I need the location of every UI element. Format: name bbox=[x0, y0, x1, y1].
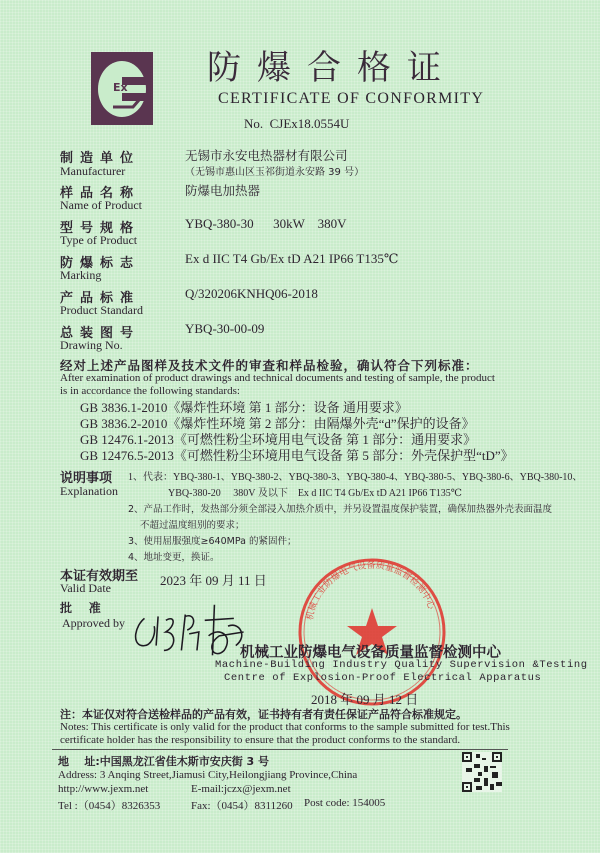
fax: Fax:（0454）8311260 bbox=[191, 800, 293, 812]
email-link[interactable]: E-mail:jczx@jexm.net bbox=[191, 783, 291, 795]
standard-item: GB 3836.2-2010《爆炸性环境 第 2 部分：由隔爆外壳“d”保护的设备》 bbox=[80, 416, 475, 431]
title-en: CERTIFICATE OF CONFORMITY bbox=[218, 90, 485, 107]
manufacturer-address: （无锡市惠山区玉祁街道永安路 39 号） bbox=[185, 167, 365, 178]
field-label-cn: 产品标准 bbox=[60, 291, 141, 306]
standard-item: GB 3836.1-2010《爆炸性环境 第 1 部分：设备 通用要求》 bbox=[80, 400, 408, 415]
title-cn: 防爆合格证 bbox=[207, 48, 457, 88]
statement-en-1: After examination of product drawings and technical documents and testing of sample, the product bbox=[60, 372, 495, 384]
valid-date-label-en: Valid Date bbox=[60, 581, 111, 595]
field-label-cn: 型号规格 bbox=[60, 221, 141, 236]
approved-label-en: Approved by bbox=[62, 616, 125, 630]
official-seal bbox=[296, 556, 448, 708]
drawing-number-value: YBQ-30-00-09 bbox=[185, 321, 265, 336]
issuer-name-cn: 机械工业防爆电气设备质量监督检测中心 bbox=[240, 645, 501, 661]
field-label-en: Manufacturer bbox=[60, 164, 126, 178]
field-label-en: Type of Product bbox=[60, 233, 138, 247]
explanation-line: 2、产品工作时，发热部分须全部浸入加热介质中，并另设置温度保护装置，确保加热器外壳表面温度 bbox=[128, 504, 553, 515]
field-label-cn: 制造单位 bbox=[60, 151, 141, 166]
svg-text:机械工业防爆电气设备质量监督检测中心: 机械工业防爆电气设备质量监督检测中心 bbox=[305, 560, 436, 622]
ex-logo bbox=[91, 52, 153, 125]
address-cn: 地 址:中国黑龙江省佳木斯市安庆街 3 号 bbox=[58, 755, 270, 768]
field-label-en: Product Standard bbox=[60, 303, 143, 317]
website-link[interactable]: http://www.jexm.net bbox=[58, 783, 149, 795]
issue-date: 2018 年 09 月 12 日 bbox=[311, 692, 419, 707]
standard-item: GB 12476.1-2013《可燃性粉尘环境用电气设备 第 1 部分：通用要求》 bbox=[80, 432, 477, 447]
product-type-value: YBQ-380-30 30kW 380V bbox=[185, 216, 347, 231]
post-code: Post code: 154005 bbox=[304, 797, 386, 809]
field-label-en: Marking bbox=[60, 268, 102, 282]
notes-en-1: Notes: This certificate is only valid for the product that conforms to the sample submitted for test.This bbox=[60, 721, 510, 733]
field-label-cn: 防爆标志 bbox=[60, 256, 141, 271]
telephone: Tel :（0454）8326353 bbox=[58, 800, 161, 812]
explanation-label-en: Explanation bbox=[60, 484, 118, 498]
issuer-name-en-2: Centre of Explosion-Proof Electrical Apparatus bbox=[224, 672, 542, 684]
explanation-line: 1、代表：YBQ-380-1、YBQ-380-2、YBQ-380-3、YBQ-380-4、YBQ-380-5、YBQ-380-6、YBQ-380-10、 bbox=[128, 472, 583, 483]
qr-code-icon[interactable] bbox=[462, 752, 502, 792]
product-name-value: 防爆电加热器 bbox=[185, 183, 261, 198]
statement-en-2: is in accordance the following standards: bbox=[60, 385, 240, 397]
standard-item: GB 12476.5-2013《可燃性粉尘环境用电气设备 第 5 部分：外壳保护型“tD”》 bbox=[80, 448, 514, 463]
explanation-line: YBQ-380-20 380V 及以下 Ex d IIC T4 Gb/Ex tD A21 IP66 T135℃ bbox=[168, 488, 462, 499]
explanation-label-cn: 说明事项 bbox=[60, 471, 113, 486]
field-label-en: Drawing No. bbox=[60, 338, 123, 352]
valid-date-value: 2023 年 09 月 11 日 bbox=[160, 573, 267, 588]
issuer-name-en-1: Machine-Building Industry Quality Supervision &Testing bbox=[215, 659, 588, 671]
field-label-cn: 样品名称 bbox=[60, 186, 141, 201]
manufacturer-value: 无锡市永安电热器材有限公司 bbox=[185, 148, 348, 163]
product-standard-value: Q/320206KNHQ06-2018 bbox=[185, 286, 318, 301]
certificate-number: No. CJEx18.0554U bbox=[244, 116, 350, 131]
explanation-line: 4、地址变更，换证。 bbox=[128, 552, 220, 563]
explanation-line: 3、使用屈服强度≥640MPa 的紧固件； bbox=[128, 536, 297, 547]
field-label-en: Name of Product bbox=[60, 198, 142, 212]
marking-value: Ex d IIC T4 Gb/Ex tD A21 IP66 T135℃ bbox=[185, 251, 399, 266]
approved-label-cn: 批 准 bbox=[60, 601, 101, 615]
statement-cn: 经对上述产品图样及技术文件的审查和样品检验，确认符合下列标准： bbox=[60, 358, 479, 373]
explanation-line: 不超过温度组别的要求； bbox=[140, 520, 245, 531]
field-label-cn: 总装图号 bbox=[60, 326, 141, 341]
valid-date-label-cn: 本证有效期至 bbox=[60, 569, 139, 584]
divider bbox=[52, 749, 508, 750]
logo-text: Ex bbox=[113, 81, 128, 94]
address-en: Address: 3 Anqing Street,Jiamusi City,Heilongjiang Province,China bbox=[58, 769, 358, 781]
notes-en-2: certificate holder has the responsibility to ensure that the product conforms to the standard. bbox=[60, 734, 461, 746]
notes-cn: 注：本证仅对符合送检样品的产品有效，证书持有者有责任保证产品符合标准规定。 bbox=[60, 708, 467, 721]
